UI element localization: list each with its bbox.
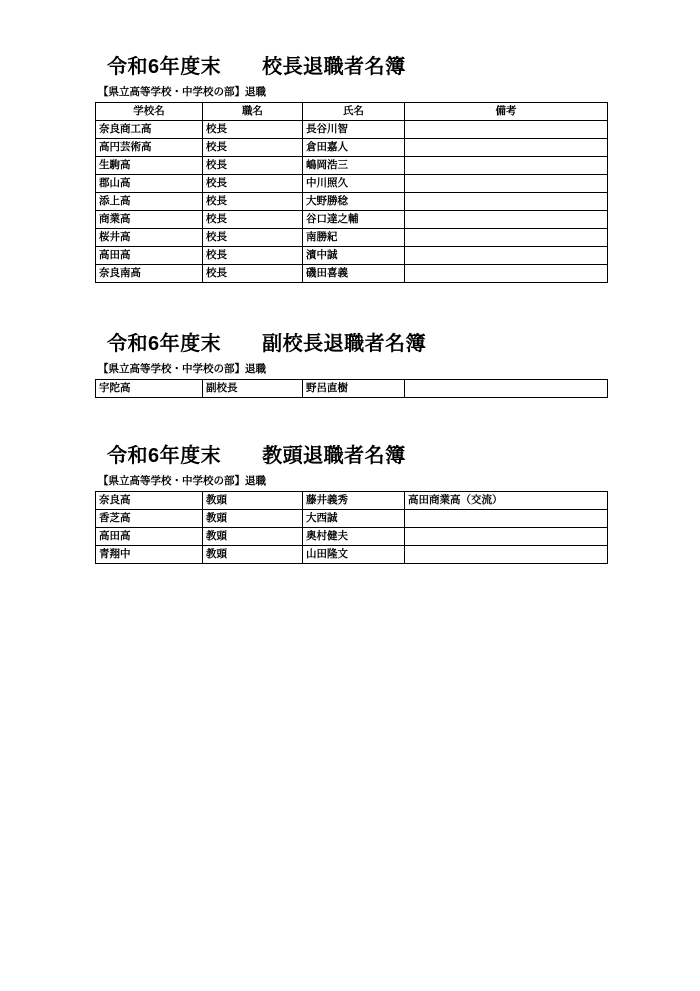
cell-post: 副校長	[203, 379, 303, 397]
cell-post: 校長	[203, 210, 303, 228]
table-row	[96, 156, 608, 174]
cell-school: 商業高	[96, 210, 203, 228]
cell-school: 高円芸術高	[96, 138, 203, 156]
roster-table	[95, 102, 608, 283]
cell-name: 大西誠	[303, 509, 405, 527]
cell-note	[405, 545, 608, 563]
cell-post: 教頭	[203, 545, 303, 563]
page-title: 令和6年度末 副校長退職者名簿	[107, 333, 427, 355]
column-header-post: 職名	[203, 102, 303, 120]
cell-post: 校長	[203, 228, 303, 246]
cell-post: 校長	[203, 246, 303, 264]
cell-school: 郡山高	[96, 174, 203, 192]
cell-note	[405, 379, 608, 397]
cell-name: 大野勝稔	[303, 192, 405, 210]
cell-school: 生駒高	[96, 156, 203, 174]
cell-name: 嶋岡浩三	[303, 156, 405, 174]
table-row	[96, 491, 608, 509]
cell-post: 校長	[203, 264, 303, 282]
table-row	[96, 527, 608, 545]
cell-note	[405, 120, 608, 138]
column-header-note: 備考	[405, 102, 608, 120]
cell-note	[405, 527, 608, 545]
cell-name: 藤井義秀	[303, 491, 405, 509]
page-title: 令和6年度末 校長退職者名簿	[107, 56, 406, 78]
cell-school: 桜井高	[96, 228, 203, 246]
cell-name: 濱中誠	[303, 246, 405, 264]
column-header-name: 氏名	[303, 102, 405, 120]
roster-table	[95, 379, 608, 398]
cell-school: 宇陀高	[96, 379, 203, 397]
cell-post: 校長	[203, 192, 303, 210]
section-subtitle: 【県立高等学校・中学校の部】退職	[98, 86, 266, 98]
table-row	[96, 192, 608, 210]
cell-post: 校長	[203, 174, 303, 192]
cell-name: 長谷川智	[303, 120, 405, 138]
section-principal-retirees	[95, 55, 607, 283]
page-title: 令和6年度末 教頭退職者名簿	[107, 445, 406, 467]
cell-note	[405, 264, 608, 282]
table-row	[96, 246, 608, 264]
cell-school: 添上高	[96, 192, 203, 210]
cell-post: 教頭	[203, 527, 303, 545]
cell-note	[405, 138, 608, 156]
cell-name: 倉田嘉人	[303, 138, 405, 156]
cell-school: 香芝高	[96, 509, 203, 527]
cell-post: 校長	[203, 138, 303, 156]
cell-note: 高田商業高（交流）	[405, 491, 608, 509]
table-row	[96, 264, 608, 282]
cell-school: 奈良南高	[96, 264, 203, 282]
cell-school: 奈良商工高	[96, 120, 203, 138]
cell-post: 教頭	[203, 509, 303, 527]
cell-post: 校長	[203, 120, 303, 138]
cell-note	[405, 246, 608, 264]
table-header-row	[96, 102, 608, 120]
cell-school: 青翔中	[96, 545, 203, 563]
table-row	[96, 120, 608, 138]
cell-name: 奥村健夫	[303, 527, 405, 545]
cell-note	[405, 228, 608, 246]
cell-name: 谷口達之輔	[303, 210, 405, 228]
cell-note	[405, 174, 608, 192]
cell-post: 教頭	[203, 491, 303, 509]
cell-post: 校長	[203, 156, 303, 174]
cell-name: 南勝紀	[303, 228, 405, 246]
roster-table	[95, 491, 608, 564]
table-row	[96, 174, 608, 192]
cell-name: 野呂直樹	[303, 379, 405, 397]
section-subtitle: 【県立高等学校・中学校の部】退職	[98, 475, 266, 487]
section-vice-principal-retirees	[95, 332, 607, 398]
cell-school: 高田高	[96, 527, 203, 545]
table-row	[96, 545, 608, 563]
table-row	[96, 228, 608, 246]
table-row	[96, 138, 608, 156]
table-row	[96, 210, 608, 228]
cell-note	[405, 156, 608, 174]
cell-note	[405, 192, 608, 210]
cell-name: 中川照久	[303, 174, 405, 192]
cell-school: 奈良高	[96, 491, 203, 509]
cell-name: 磯田喜義	[303, 264, 405, 282]
column-header-school: 学校名	[96, 102, 203, 120]
cell-name: 山田隆文	[303, 545, 405, 563]
cell-note	[405, 210, 608, 228]
table-row	[96, 509, 608, 527]
cell-school: 高田高	[96, 246, 203, 264]
table-row	[96, 379, 608, 397]
section-subtitle: 【県立高等学校・中学校の部】退職	[98, 363, 266, 375]
cell-note	[405, 509, 608, 527]
section-head-teacher-retirees	[95, 444, 607, 564]
